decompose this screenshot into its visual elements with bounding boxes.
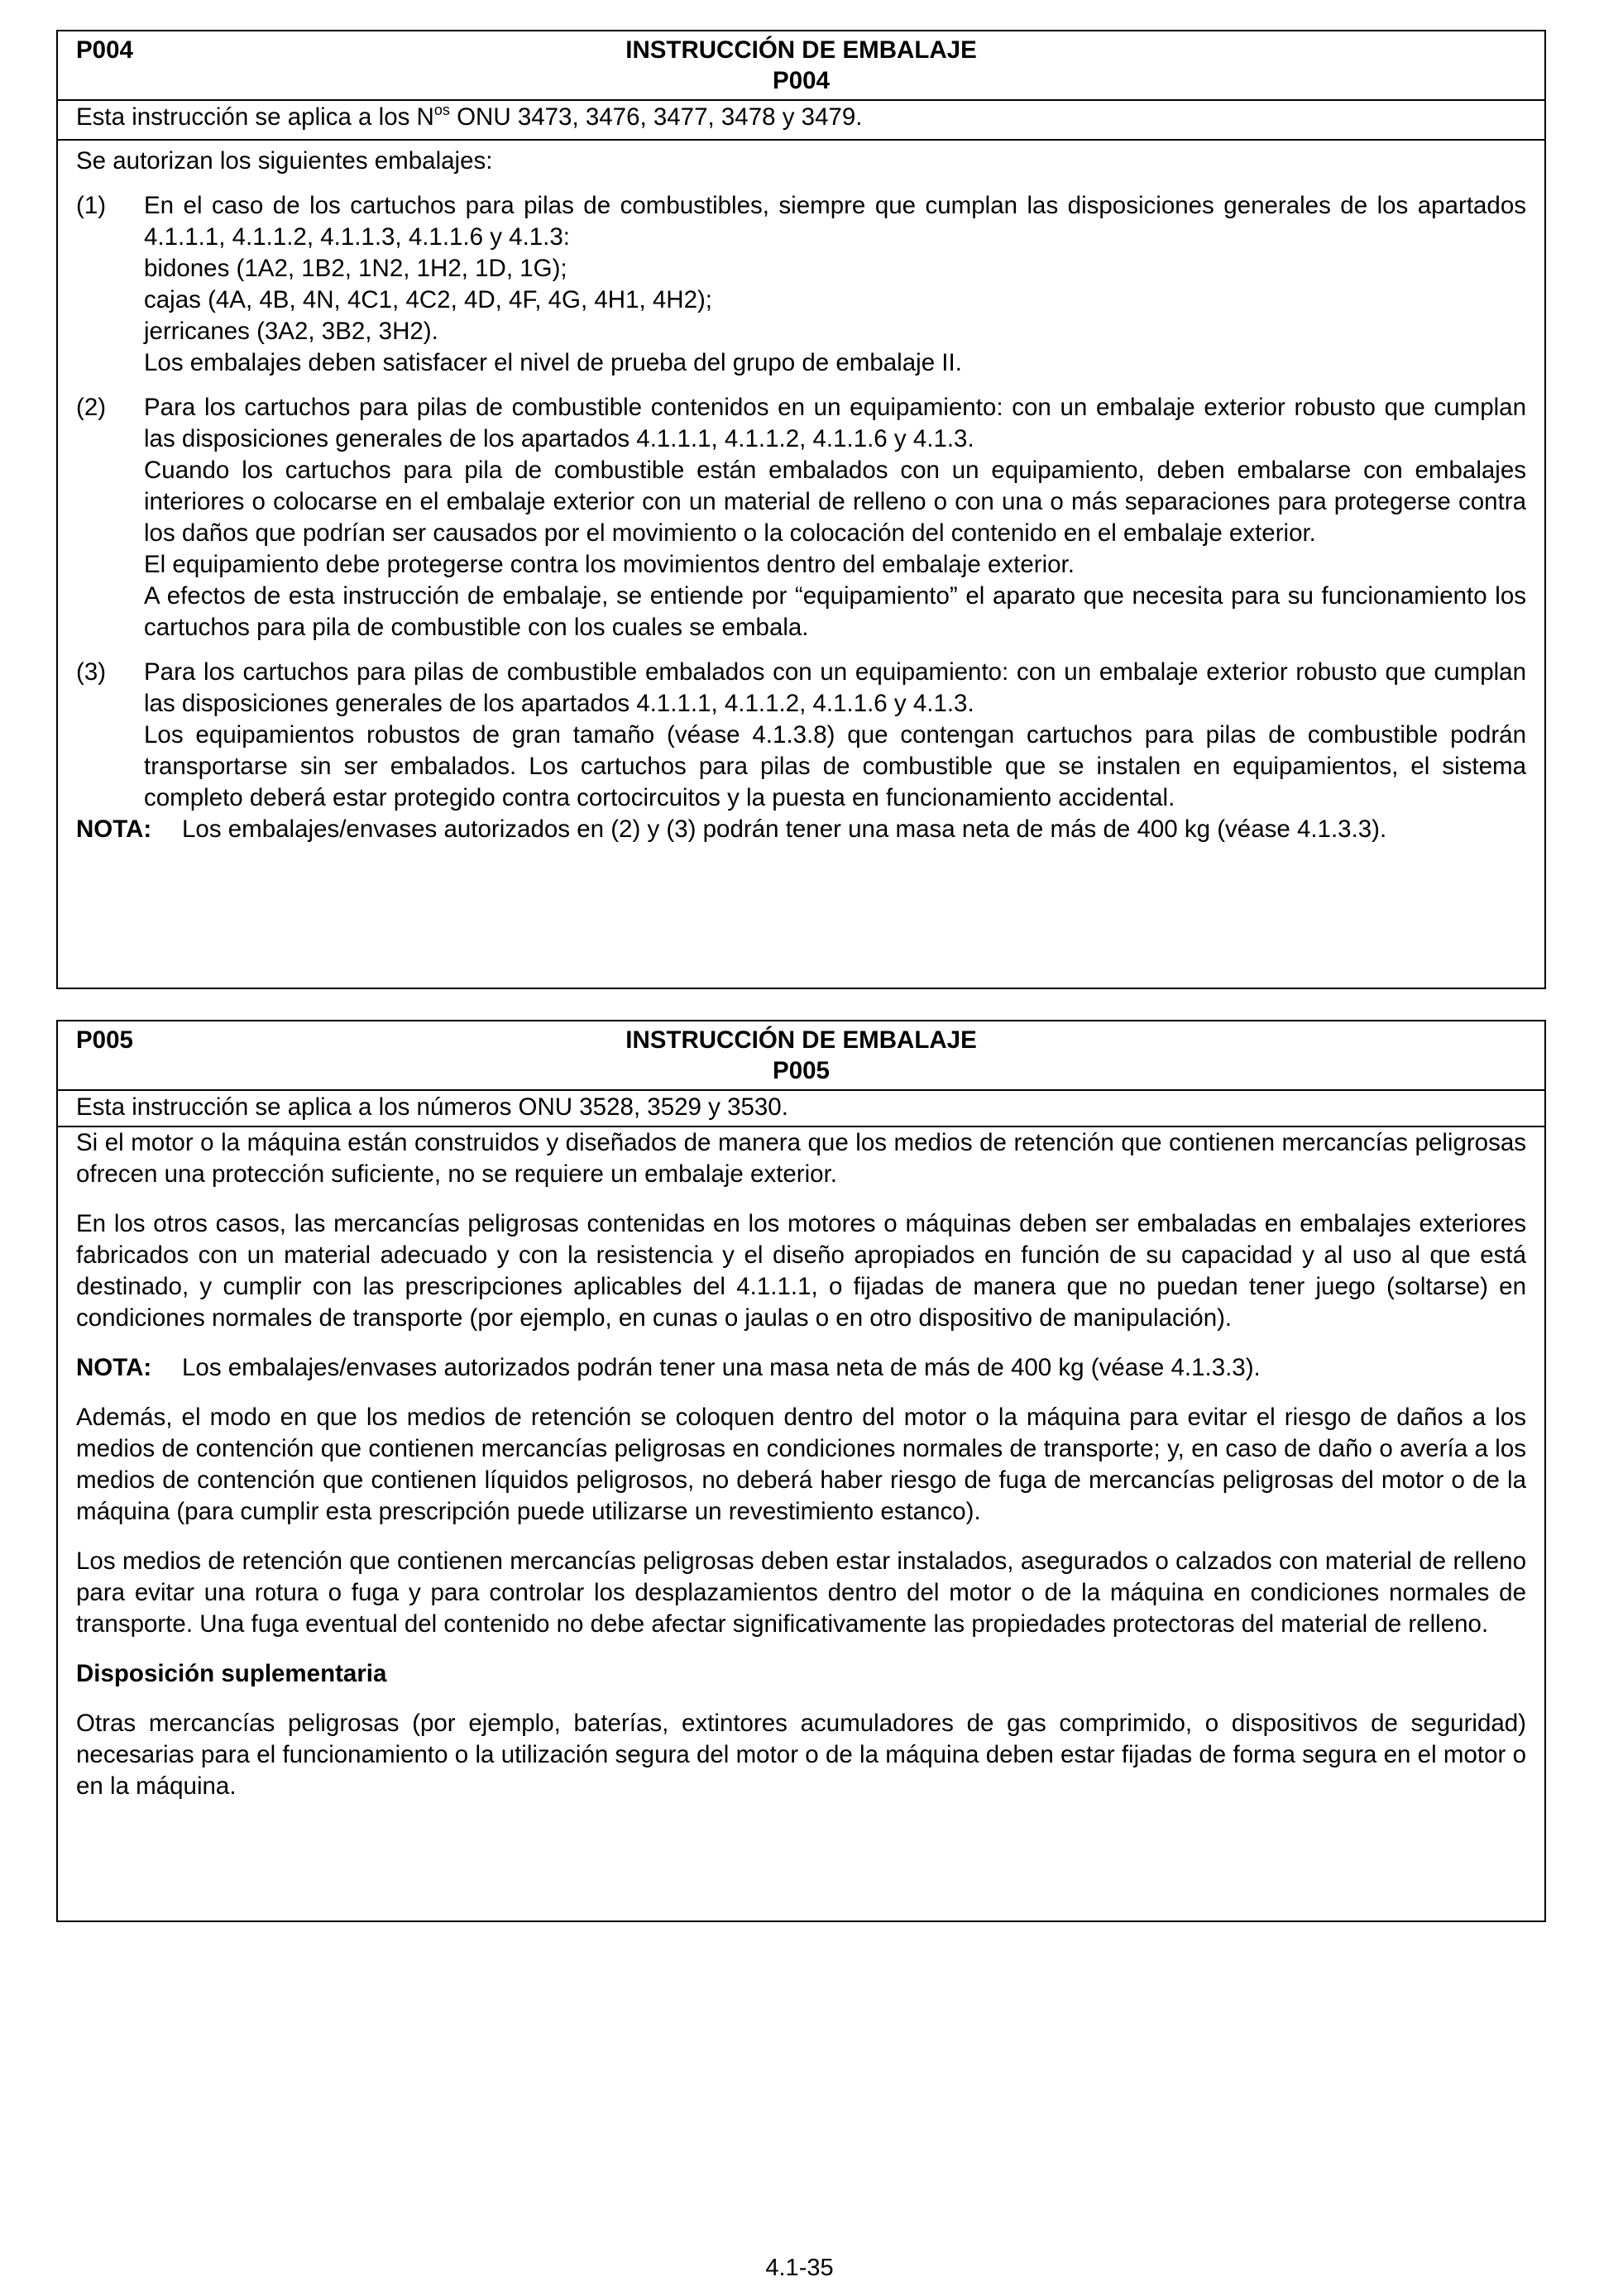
note-label: NOTA: bbox=[76, 1354, 152, 1381]
p005-applies-row bbox=[58, 1091, 1544, 1127]
p004-applies-sup: os bbox=[433, 102, 450, 118]
item-line: Cuando los cartuchos para pila de combustible están embalados con un equipamiento, deben embalarse con embalajes interiores o colocarse en el embalaje exterior con un material de relleno o con una o más separaciones para protegerse contra los daños que podrían ser causados por el movimiento o la colocación del contenido en el embalaje exterior. bbox=[144, 457, 1526, 547]
note-text: Los embalajes/envases autorizados en (2) y (3) podrán tener una masa neta de más de 400 kg (véase 4.1.3.3). bbox=[182, 816, 1387, 843]
item-line: cajas (4A, 4B, 4N, 4C1, 4C2, 4D, 4F, 4G, 4H1, 4H2); bbox=[144, 286, 712, 313]
p005-applies: Esta instrucción se aplica a los números ONU 3528, 3529 y 3530. bbox=[76, 1093, 788, 1121]
note-text: Los embalajes/envases autorizados podrán tener una masa neta de más de 400 kg (véase 4.1.3.3). bbox=[182, 1354, 1261, 1381]
p004-code: P004 bbox=[76, 36, 133, 64]
p005-para-1: Si el motor o la máquina están construidos y diseñados de manera que los medios de retención que contienen mercancías peligrosas ofrecen una protección suficiente, no se requiere un embalaje exterior. bbox=[76, 1129, 1526, 1188]
p004-item-1 bbox=[76, 190, 1526, 379]
p005-para-2: En los otros casos, las mercancías peligrosas contenidas en los motores o máquinas deben ser embaladas en embalajes exteriores fabricados con un material adecuado y con la resistencia y el diseño apropiados en función de su capacidad y al uso al que está destinado, y cumplir con las prescripciones aplicables del 4.1.1.1, o fijadas de manera que no puedan tener juego (soltarse) en condiciones normales de transporte (por ejemplo, en cunas o jaulas o en otro dispositivo de manipulación). bbox=[76, 1210, 1526, 1332]
packing-instruction-p005 bbox=[56, 1020, 1546, 1922]
p005-title: INSTRUCCIÓN DE EMBALAJE bbox=[625, 1026, 977, 1054]
p004-applies-prefix: Esta instrucción se aplica a los N bbox=[76, 103, 434, 131]
item-line: En el caso de los cartuchos para pilas de combustibles, siempre que cumplan las disposiciones generales de los apartados 4.1.1.1, 4.1.1.2, 4.1.1.3, 4.1.1.6 y 4.1.3: bbox=[144, 192, 1526, 251]
item-line: Los embalajes deben satisfacer el nivel de prueba del grupo de embalaje II. bbox=[144, 349, 962, 376]
packing-instruction-p004 bbox=[56, 30, 1546, 989]
p004-item-3 bbox=[76, 657, 1526, 814]
p004-header bbox=[58, 31, 1544, 101]
page-number: 4.1-35 bbox=[765, 2255, 834, 2281]
item-line: El equipamiento debe protegerse contra los movimientos dentro del embalaje exterior. bbox=[144, 551, 1075, 578]
item-number: (1) bbox=[76, 192, 107, 219]
p004-item-2 bbox=[76, 392, 1526, 643]
p005-para-4: Los medios de retención que contienen mercancías peligrosas deben estar instalados, asegurados o calzados con material de relleno para evitar una rotura o fuga y para controlar los desplazamientos dentro del motor o de la máquina en condiciones normales de transporte. Una fuga eventual del contenido no debe afectar significativamente las propiedades protectoras del material de relleno. bbox=[76, 1547, 1526, 1638]
item-line: Los equipamientos robustos de gran tamaño (véase 4.1.3.8) que contengan cartuchos para pilas de combustible podrán transportarse sin ser embalados. Los cartuchos para pilas de combustible que se instalen en equipamientos, el sistema completo deberá estar protegido contra cortocircuitos y la puesta en funcionamiento accidental. bbox=[144, 721, 1526, 811]
p005-para-5: Otras mercancías peligrosas (por ejemplo, baterías, extintores acumuladores de gas comprimido, o dispositivos de seguridad) necesarias para el funcionamiento o la utilización segura del motor o de la máquina deben estar fijadas de forma segura en el motor o en la máquina. bbox=[76, 1710, 1526, 1800]
p005-header bbox=[58, 1021, 1544, 1091]
p004-applies-suffix: ONU 3473, 3476, 3477, 3478 y 3479. bbox=[449, 103, 863, 131]
item-number: (2) bbox=[76, 394, 107, 421]
item-line: A efectos de esta instrucción de embalaje, se entiende por “equipamiento” el aparato que necesita para su funcionamiento los cartuchos para pila de combustible con los cuales se embala. bbox=[144, 582, 1526, 641]
p004-body bbox=[58, 141, 1544, 845]
item-line: bidones (1A2, 1B2, 1N2, 1H2, 1D, 1G); bbox=[144, 255, 567, 282]
p004-title-block bbox=[58, 35, 1544, 96]
p004-subcode: P004 bbox=[773, 67, 830, 94]
p005-supplementary-heading: Disposición suplementaria bbox=[76, 1660, 387, 1687]
p004-title: INSTRUCCIÓN DE EMBALAJE bbox=[625, 36, 977, 64]
p005-body bbox=[58, 1127, 1544, 1802]
p005-note bbox=[76, 1352, 1526, 1384]
p004-intro: Se autorizan los siguientes embalajes: bbox=[76, 147, 493, 175]
p004-applies-row bbox=[58, 101, 1544, 141]
p005-title-block bbox=[58, 1025, 1544, 1086]
item-line: Para los cartuchos para pilas de combustible embalados con un equipamiento: con un embalaje exterior robusto que cumplan las disposiciones generales de los apartados 4.1.1.1, 4.1.1.2, 4.1.1.6 y 4.1.3. bbox=[144, 658, 1526, 717]
p005-subcode: P005 bbox=[773, 1057, 830, 1084]
item-line: Para los cartuchos para pilas de combustible contenidos en un equipamiento: con un embalaje exterior robusto que cumplan las disposiciones generales de los apartados 4.1.1.1, 4.1.1.2, 4.1.1.6 y 4.1.3. bbox=[144, 394, 1526, 452]
note-label: NOTA: bbox=[76, 816, 152, 843]
item-line: jerricanes (3A2, 3B2, 3H2). bbox=[144, 318, 438, 345]
p005-code: P005 bbox=[76, 1026, 133, 1054]
p004-note bbox=[76, 814, 1526, 845]
p005-para-3: Además, el modo en que los medios de retención se coloquen dentro del motor o la máquina para evitar el riesgo de daños a los medios de contención que contienen mercancías peligrosas en condiciones normales de transporte; y, en caso de daño o avería a los medios de contención que contienen líquidos peligrosos, no deberá haber riesgo de fuga de mercancías peligrosas del motor o de la máquina (para cumplir esta prescripción puede utilizarse un revestimiento estanco). bbox=[76, 1404, 1526, 1525]
item-number: (3) bbox=[76, 658, 107, 686]
